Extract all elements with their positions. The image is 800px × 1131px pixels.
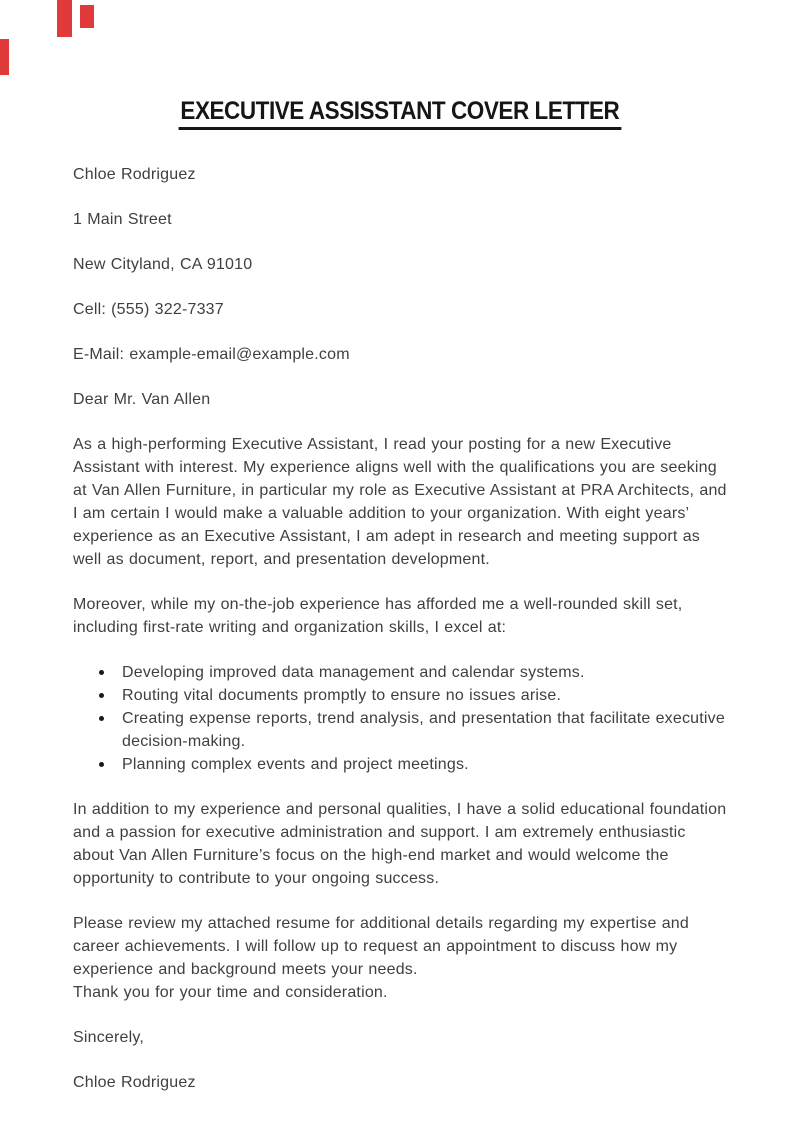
document-title xyxy=(0,97,800,130)
skills-list-item: Creating expense reports, trend analysis, and presentation that facilitate executive decision-making. xyxy=(73,707,727,753)
sender-email: E-Mail: example-email@example.com xyxy=(73,346,350,363)
paragraph-resume: Please review my attached resume for additional details regarding my expertise and career achievements. I will follow up to request an appointment to discuss how my experience and background meets your needs. xyxy=(73,915,689,978)
sender-name: Chloe Rodriguez xyxy=(73,166,196,183)
skills-list xyxy=(73,661,727,776)
sender-cell: Cell: (555) 322-7337 xyxy=(73,301,224,318)
signature-name: Chloe Rodriguez xyxy=(73,1074,196,1091)
document-title-text: EXECUTIVE ASSISSTANT COVER LETTER xyxy=(179,97,622,130)
sender-street: 1 Main Street xyxy=(73,211,172,228)
skills-list-item: Routing vital documents promptly to ensure no issues arise. xyxy=(73,684,727,707)
valediction: Sincerely, xyxy=(73,1029,145,1046)
paragraph-education: In addition to my experience and personal qualities, I have a solid educational foundation and a passion for executive administration and support. I am extremely enthusiastic about Van Allen Furniture’s focus on the high-end market and would welcome the opportunity to contribute to your ongoing success. xyxy=(73,801,727,887)
paragraph-intro: As a high-performing Executive Assistant, I read your posting for a new Executive Assistant with interest. My experience aligns well with the qualifications you are seeking at Van Allen Furniture, in particular my role as Executive Assistant at PRA Architects, and I am certain I would make a valuable addition to your organization. With eight years’ experience as an Executive Assistant, I am adept in research and meeting support as well as document, report, and presentation development. xyxy=(73,436,727,568)
red-accent-mark-1 xyxy=(57,0,72,37)
salutation: Dear Mr. Van Allen xyxy=(73,391,211,408)
skills-list-item: Developing improved data management and calendar systems. xyxy=(73,661,727,684)
red-accent-mark-2 xyxy=(80,5,94,28)
red-accent-mark-3 xyxy=(0,39,9,75)
sender-city-state-zip: New Cityland, CA 91010 xyxy=(73,256,253,273)
sender-address-block xyxy=(73,163,727,366)
letter-content xyxy=(73,163,727,1094)
paragraph-thanks: Thank you for your time and consideration. xyxy=(73,984,388,1001)
paragraph-skills: Moreover, while my on-the-job experience has afforded me a well-rounded skill set, including first-rate writing and organization skills, I excel at: xyxy=(73,596,683,636)
skills-list-item: Planning complex events and project meetings. xyxy=(73,753,727,776)
